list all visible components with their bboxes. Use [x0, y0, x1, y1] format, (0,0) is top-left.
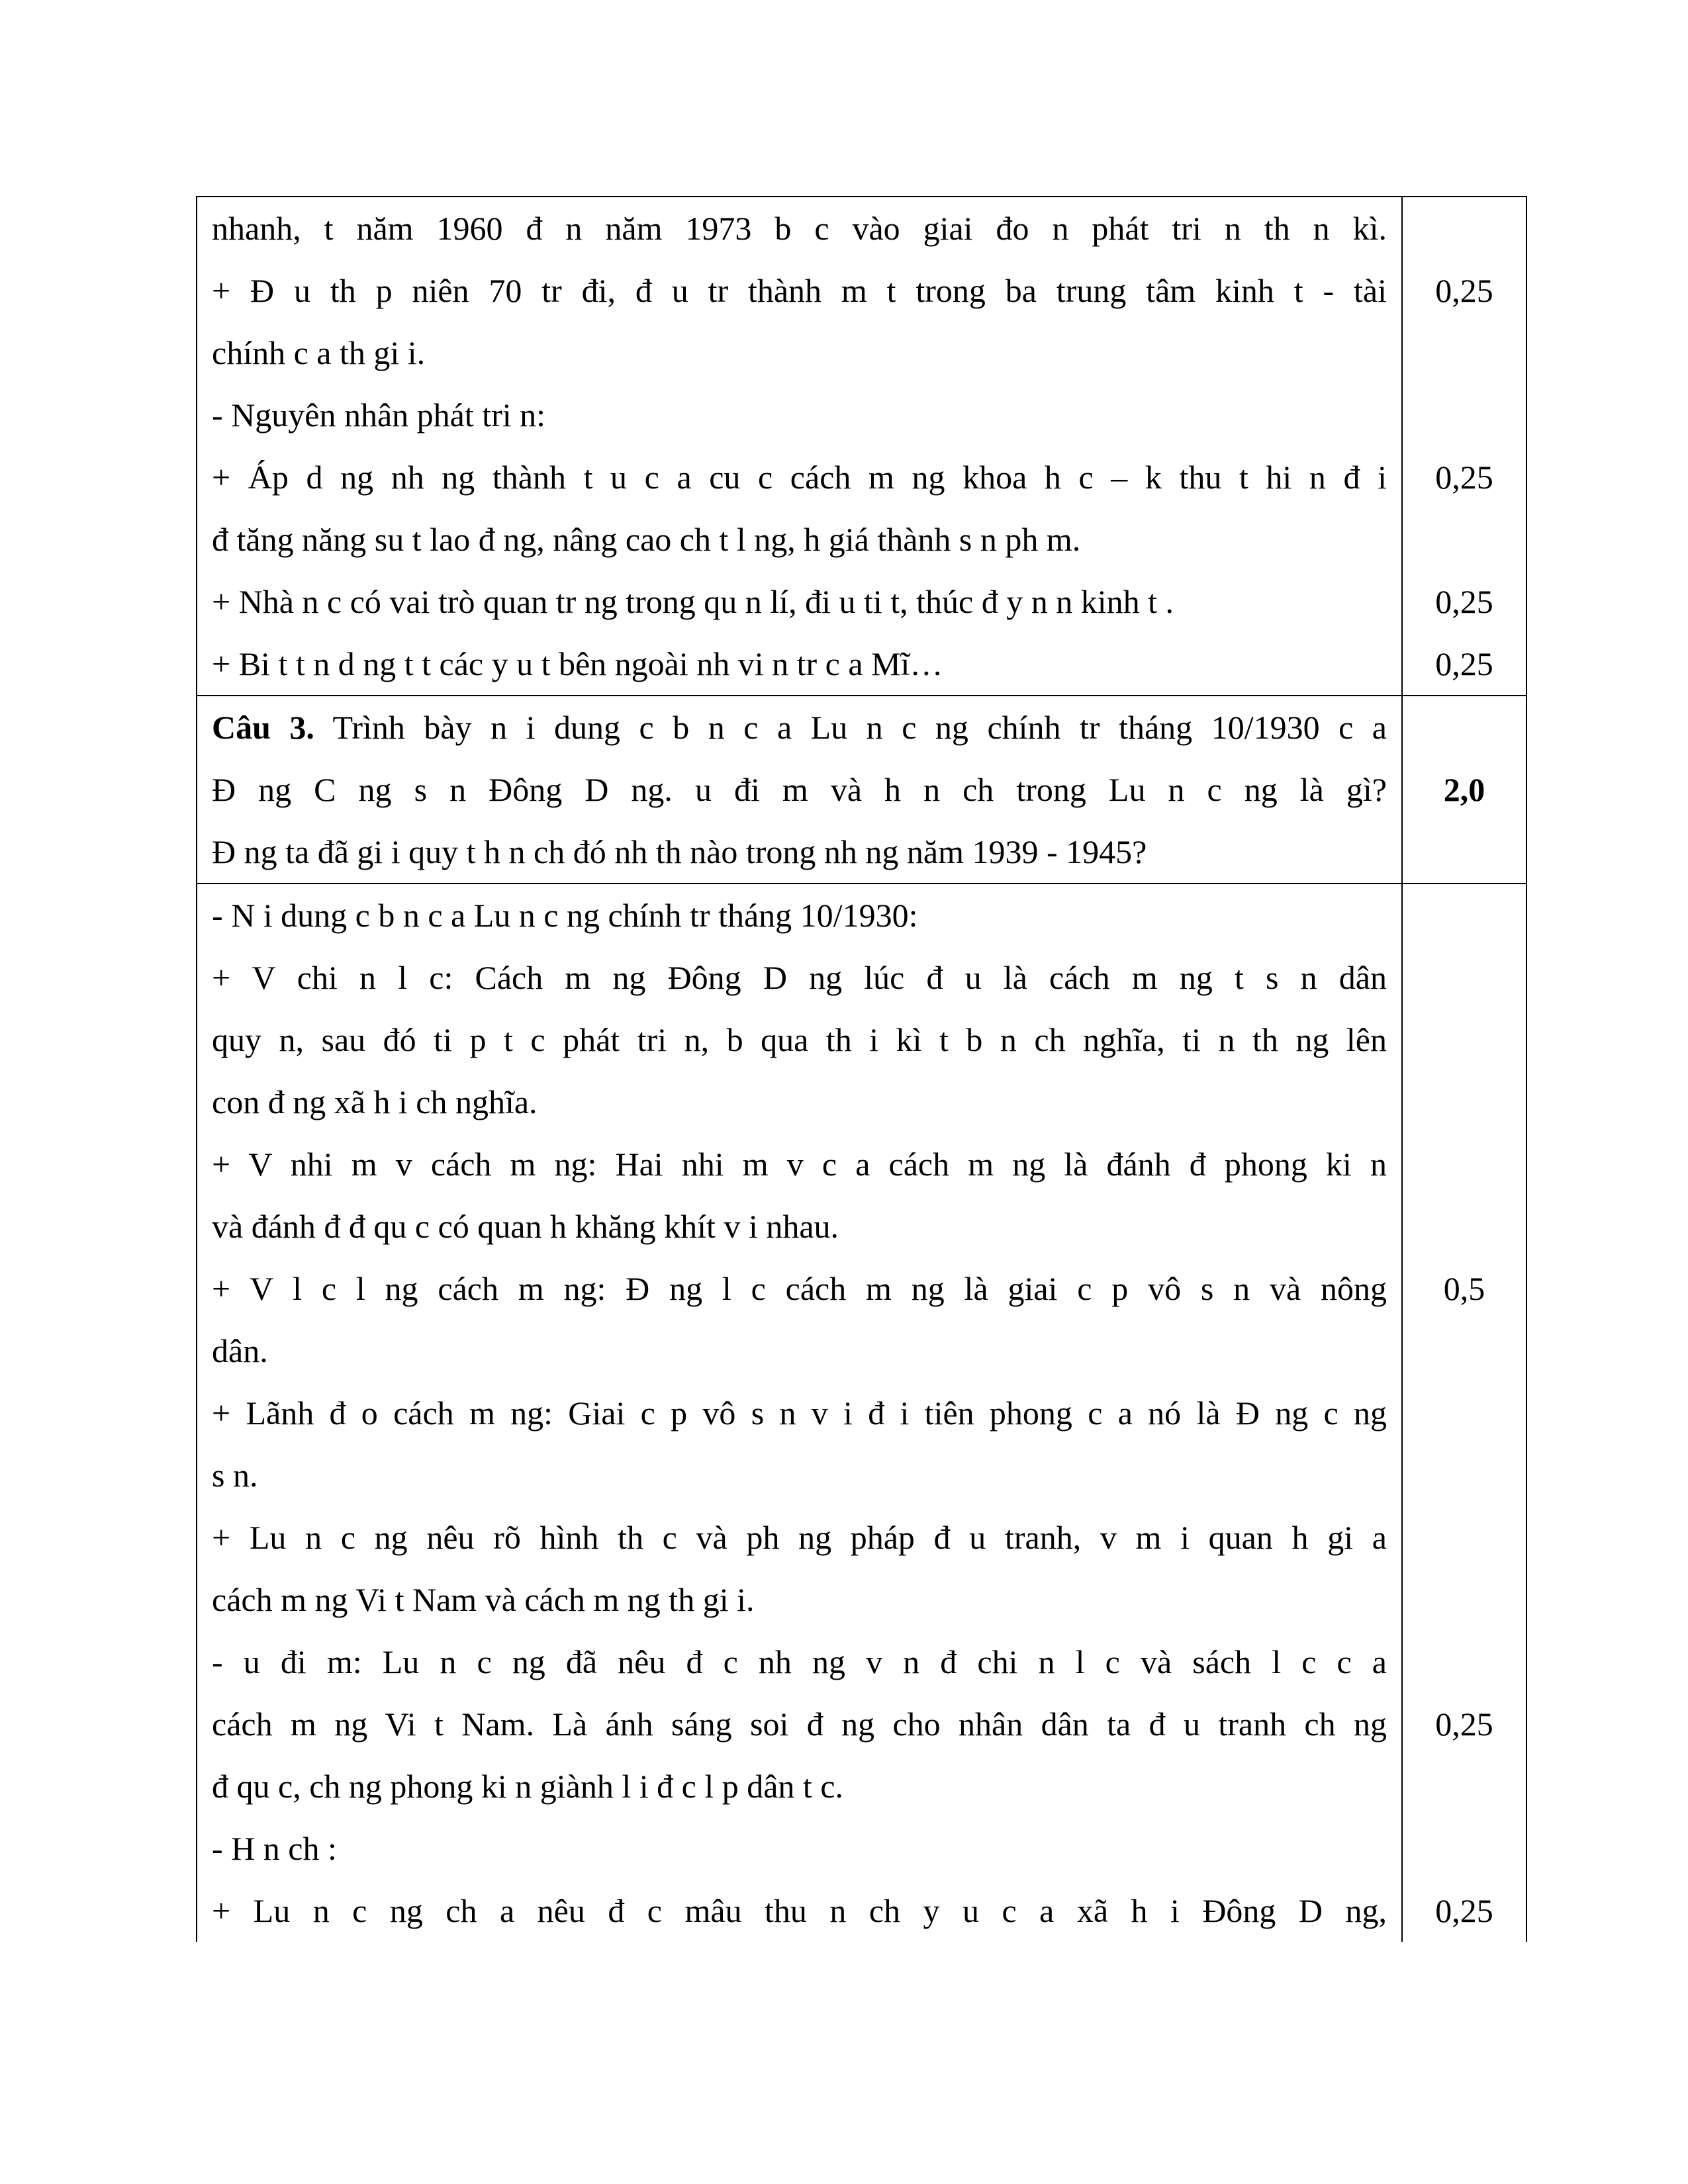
question-line: Đ ng C ng s n Đông D ng. u đi m và h n ch trong Lu n c ng là gì?	[212, 771, 1387, 808]
document-page	[196, 196, 1494, 1985]
score-value: 0,5	[1443, 1270, 1485, 1307]
question-cell	[197, 696, 1402, 884]
score-cell	[1402, 884, 1526, 1942]
answer-line: quy n, sau đó ti p t c phát tri n, b qua th i kì t b n ch nghĩa, ti n th ng lên	[212, 1021, 1387, 1058]
score-value	[1403, 1320, 1526, 1382]
answer-row	[197, 884, 1526, 1942]
answer-line: - u đi m: Lu n c ng đã nêu đ c nh ng v n đ chi n l c và sách l c c a	[212, 1643, 1387, 1680]
answer-line: cách m ng Vi t Nam. Là ánh sáng soi đ ng cho nhân dân ta đ u tranh ch ng	[212, 1706, 1387, 1743]
grading-table	[196, 196, 1527, 1942]
answer-line: + Bi t t n d ng t t các y u t bên ngoài nh vi n tr c a Mĩ…	[212, 645, 943, 682]
answer-line: - Nguyên nhân phát tri n:	[212, 396, 546, 433]
score-value	[1403, 1195, 1526, 1257]
score-value: 0,25	[1435, 583, 1493, 620]
answer-line: + Nhà n c có vai trò quan tr ng trong qu n lí, đi u ti t, thúc đ y n n kinh t .	[212, 583, 1174, 620]
question-label: Câu 3.	[212, 709, 314, 746]
score-value: 0,25	[1435, 645, 1493, 682]
answer-line: đ tăng năng su t lao đ ng, nâng cao ch t l ng, h giá thành s n ph m.	[212, 521, 1081, 558]
answer-line: + V chi n l c: Cách m ng Đông D ng lúc đ u là cách m ng t s n dân	[212, 959, 1387, 996]
question-text: Trình bày n i dung c b n c a Lu n c ng chính tr tháng 10/1930 c a	[314, 709, 1387, 746]
question-row	[197, 696, 1526, 884]
answer-line: và đánh đ đ qu c có quan h khăng khít v i nhau.	[212, 1208, 839, 1245]
answer-line: cách m ng Vi t Nam và cách m ng th gi i.	[212, 1581, 755, 1618]
answer-line: nhanh, t năm 1960 đ n năm 1973 b c vào giai đo n phát tri n th n kì.	[212, 210, 1387, 247]
answer-line: - N i dung c b n c a Lu n c ng chính tr tháng 10/1930:	[212, 897, 918, 934]
answer-line: + Lu n c ng ch a nêu đ c mâu thu n ch y u c a xã h i Đông D ng,	[212, 1892, 1387, 1929]
question-score-cell	[1402, 696, 1526, 884]
answer-line: - H n ch :	[212, 1830, 337, 1867]
score-value	[1403, 1133, 1526, 1195]
score-value	[1403, 1009, 1526, 1071]
score-value	[1403, 946, 1526, 1009]
answer-line: + V l c l ng cách m ng: Đ ng l c cách m ng là giai c p vô s n và nông	[212, 1270, 1387, 1307]
answer-line: + V nhi m v cách m ng: Hai nhi m v c a cách m ng là đánh đ phong ki n	[212, 1146, 1387, 1183]
score-value	[1403, 1817, 1526, 1880]
score-value	[1403, 508, 1526, 570]
answer-content-cell	[197, 197, 1402, 696]
answer-line: + Lu n c ng nêu rõ hình th c và ph ng pháp đ u tranh, v m i quan h gi a	[212, 1519, 1387, 1556]
score-value	[1403, 1631, 1526, 1693]
table-row	[197, 197, 1526, 696]
answer-content-cell	[197, 884, 1402, 1942]
score-cell	[1402, 197, 1526, 696]
score-value: 0,25	[1435, 459, 1493, 496]
question-line	[212, 696, 1387, 758]
score-value	[1403, 1382, 1526, 1444]
score-value	[1403, 1755, 1526, 1817]
score-value	[1403, 884, 1526, 946]
answer-line: + Lãnh đ o cách m ng: Giai c p vô s n v i đ i tiên phong c a nó là Đ ng c ng	[212, 1394, 1387, 1432]
score-value: 0,25	[1435, 272, 1493, 309]
score-value	[1403, 197, 1526, 259]
question-score: 2,0	[1443, 771, 1485, 808]
answer-line: + Áp d ng nh ng thành t u c a cu c cách m ng khoa h c – k thu t hi n đ i	[212, 459, 1387, 496]
score-value	[1403, 1444, 1526, 1506]
answer-line: con đ ng xã h i ch nghĩa.	[212, 1083, 538, 1120]
question-line: Đ ng ta đã gi i quy t h n ch đó nh th nào trong nh ng năm 1939 - 1945?	[212, 833, 1147, 870]
answer-line: chính c a th gi i.	[212, 334, 426, 371]
score-value	[1403, 1569, 1526, 1631]
score-value: 0,25	[1435, 1706, 1493, 1743]
score-value	[1403, 1071, 1526, 1133]
score-value	[1403, 322, 1526, 384]
score-value	[1403, 384, 1526, 446]
answer-line: đ qu c, ch ng phong ki n giành l i đ c l p dân t c.	[212, 1768, 844, 1805]
score-value	[1403, 1506, 1526, 1569]
answer-line: s n.	[212, 1457, 258, 1494]
answer-line: dân.	[212, 1332, 268, 1369]
score-value: 0,25	[1435, 1892, 1493, 1929]
answer-line: + Đ u th p niên 70 tr đi, đ u tr thành m t trong ba trung tâm kinh t - tài	[212, 272, 1387, 309]
